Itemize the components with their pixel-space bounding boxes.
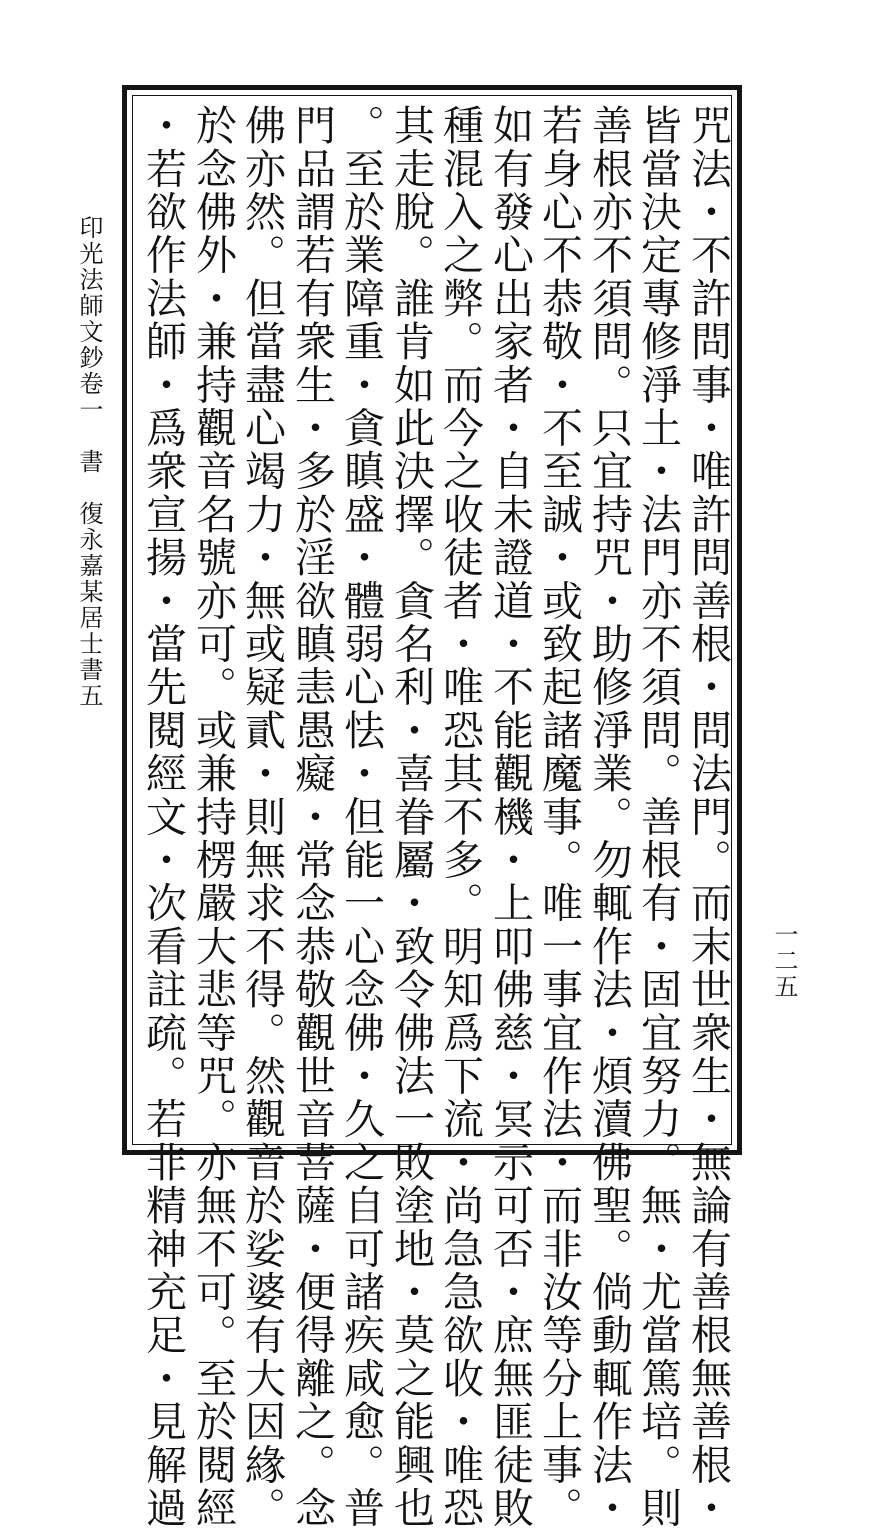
text-column-3: 善根亦不須問。只宜持咒・助修淨業。勿輒作法・煩瀆佛聖。倘動輒作法・ [585, 104, 633, 1530]
text-column-4: 若身心不恭敬・不至誠・或致起諸魔事。唯一事宜作法・而非汝等分上事。 [535, 104, 583, 1530]
text-column-11: 於念佛外・兼持觀音名號亦可。或兼持楞嚴大悲等咒。亦無不可。至於閱經 [189, 104, 237, 1530]
text-column-12: ・若欲作法師・爲衆宣揚・當先閱經文・次看註疏。若非精神充足・見解過 [139, 104, 187, 1530]
text-frame [122, 85, 742, 1530]
text-column-2: 皆當決定專修淨土・法門亦不須問。善根有・固宜努力。無・尤當篤培。則 [634, 104, 682, 1530]
text-column-8: 。至於業障重・貪瞋盛・體弱心怯・但能一心念佛・久之自可諸疾咸愈。普 [337, 104, 385, 1530]
text-column-6: 種混入之弊。而今之收徒者・唯恐其不多。明知爲下流・尚急急欲收・唯恐 [436, 104, 484, 1530]
text-column-9: 門品謂若有衆生・多於淫欲瞋恚愚癡・常念恭敬觀世音菩薩・便得離之。念 [288, 104, 336, 1530]
text-column-7: 其走脫。誰肯如此決擇。貪名利・喜眷屬・致令佛法一敗塗地・莫之能興也 [387, 104, 435, 1530]
text-column-10: 佛亦然。但當盡心竭力・無或疑貳・則無求不得。然觀音於娑婆有大因緣。 [238, 104, 286, 1530]
text-column-5: 如有發心出家者・自未證道・不能觀機・上叩佛慈・冥示可否・庶無匪徒敗 [486, 104, 534, 1530]
running-title: 印光法師文鈔卷一 書 復永嘉某居士書五 [75, 215, 103, 709]
page-number: 一二五 [770, 922, 798, 1000]
text-column-1: 咒法・不許問事・唯許問善根・問法門。而末世衆生・無論有善根無善根・ [684, 104, 732, 1530]
